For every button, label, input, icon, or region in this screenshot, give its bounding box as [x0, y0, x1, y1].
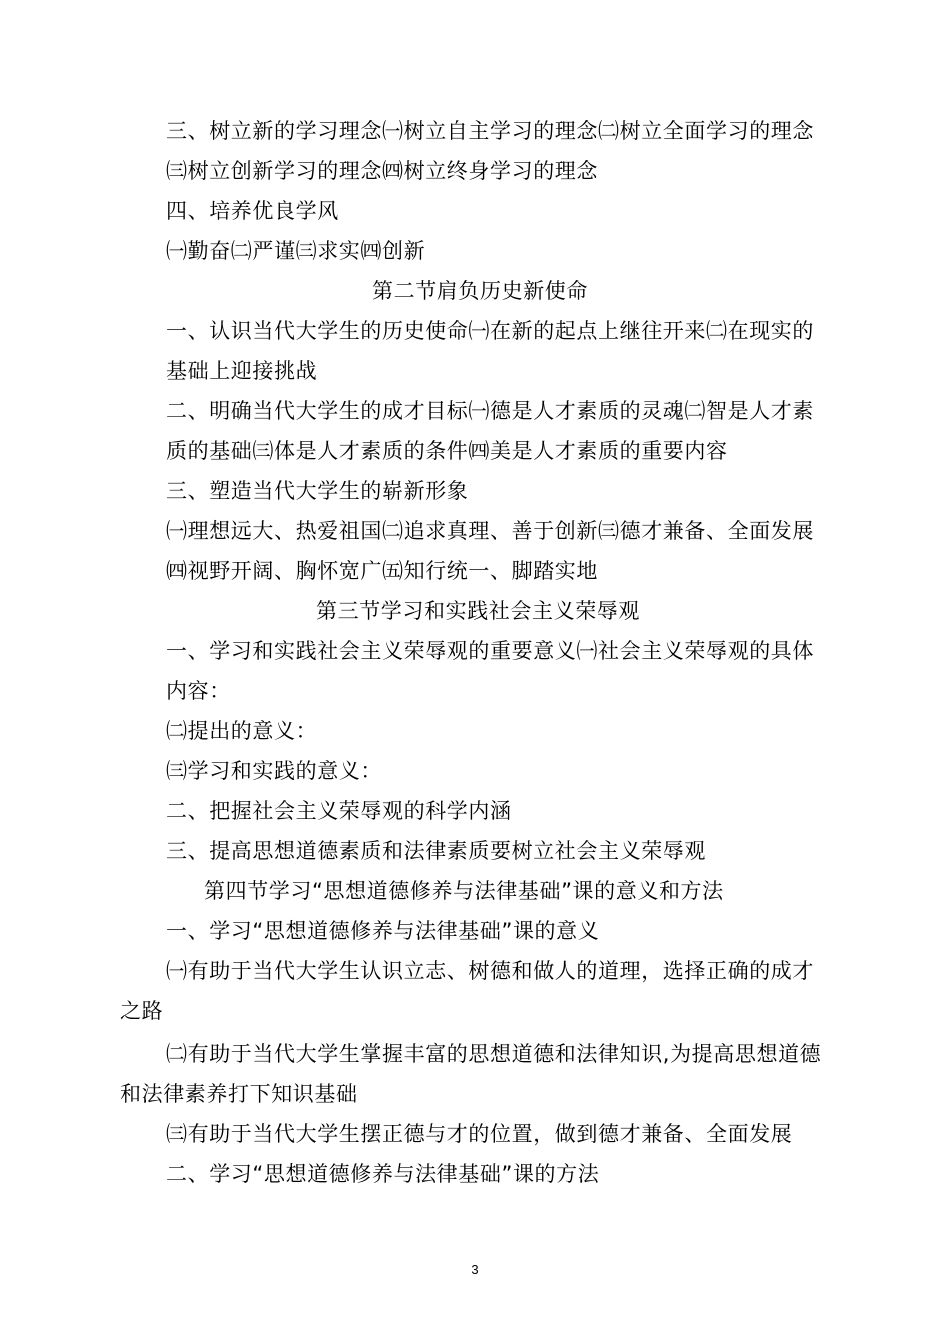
text-line: 三、提高思想道德素质和法律素质要树立社会主义荣辱观: [166, 839, 706, 863]
text-line: 一、认识当代大学生的历史使命㈠在新的起点上继往开来㈡在现实的: [166, 319, 814, 343]
section-heading: 第二节肩负历史新使命: [372, 279, 588, 303]
text-line: 二、明确当代大学生的成才目标㈠德是人才素质的灵魂㈡智是人才素: [166, 399, 814, 423]
text-line: 二、学习“思想道德修养与法律基础”课的方法: [166, 1162, 600, 1186]
text-line: 二、把握社会主义荣辱观的科学内涵: [166, 799, 512, 823]
text-line: 基础上迎接挑战: [166, 359, 318, 383]
text-line: ㈠理想远大、热爱祖国㈡追求真理、善于创新㈢德才兼备、全面发展: [166, 519, 814, 543]
text-line: 和法律素养打下知识基础: [120, 1082, 358, 1106]
text-line: ㈣视野开阔、胸怀宽广㈤知行统一、脚踏实地: [166, 559, 598, 583]
text-line: 内容：: [166, 679, 231, 703]
text-line: ㈡提出的意义：: [166, 719, 318, 743]
text-line: 之路: [120, 999, 164, 1023]
section-heading: 第四节学习“思想道德修养与法律基础”课的意义和方法: [204, 879, 724, 903]
text-line: 质的基础㈢体是人才素质的条件㈣美是人才素质的重要内容: [166, 439, 728, 463]
text-line: ㈠勤奋㈡严谨㈢求实㈣创新: [166, 239, 426, 263]
text-line: ㈢树立创新学习的理念㈣树立终身学习的理念: [166, 159, 598, 183]
section-heading: 第三节学习和实践社会主义荣辱观: [316, 599, 640, 623]
text-line: ㈢学习和实践的意义：: [166, 759, 382, 783]
text-line: 三、树立新的学习理念㈠树立自主学习的理念㈡树立全面学习的理念: [166, 119, 814, 143]
text-line: ㈢有助于当代大学生摆正德与才的位置，做到德才兼备、全面发展: [166, 1122, 793, 1146]
text-line: 一、学习“思想道德修养与法律基础”课的意义: [166, 919, 600, 943]
text-line: 一、学习和实践社会主义荣辱观的重要意义㈠社会主义荣辱观的具体: [166, 639, 814, 663]
text-line: ㈠有助于当代大学生认识立志、树德和做人的道理，选择正确的成才: [166, 959, 814, 983]
text-line: 四、培养优良学风: [166, 199, 339, 223]
page-number: 3: [471, 1262, 479, 1277]
text-line: 三、塑造当代大学生的崭新形象: [166, 479, 469, 503]
text-line: ㈡有助于当代大学生掌握丰富的思想道德和法律知识,为提高思想道德: [166, 1042, 822, 1066]
